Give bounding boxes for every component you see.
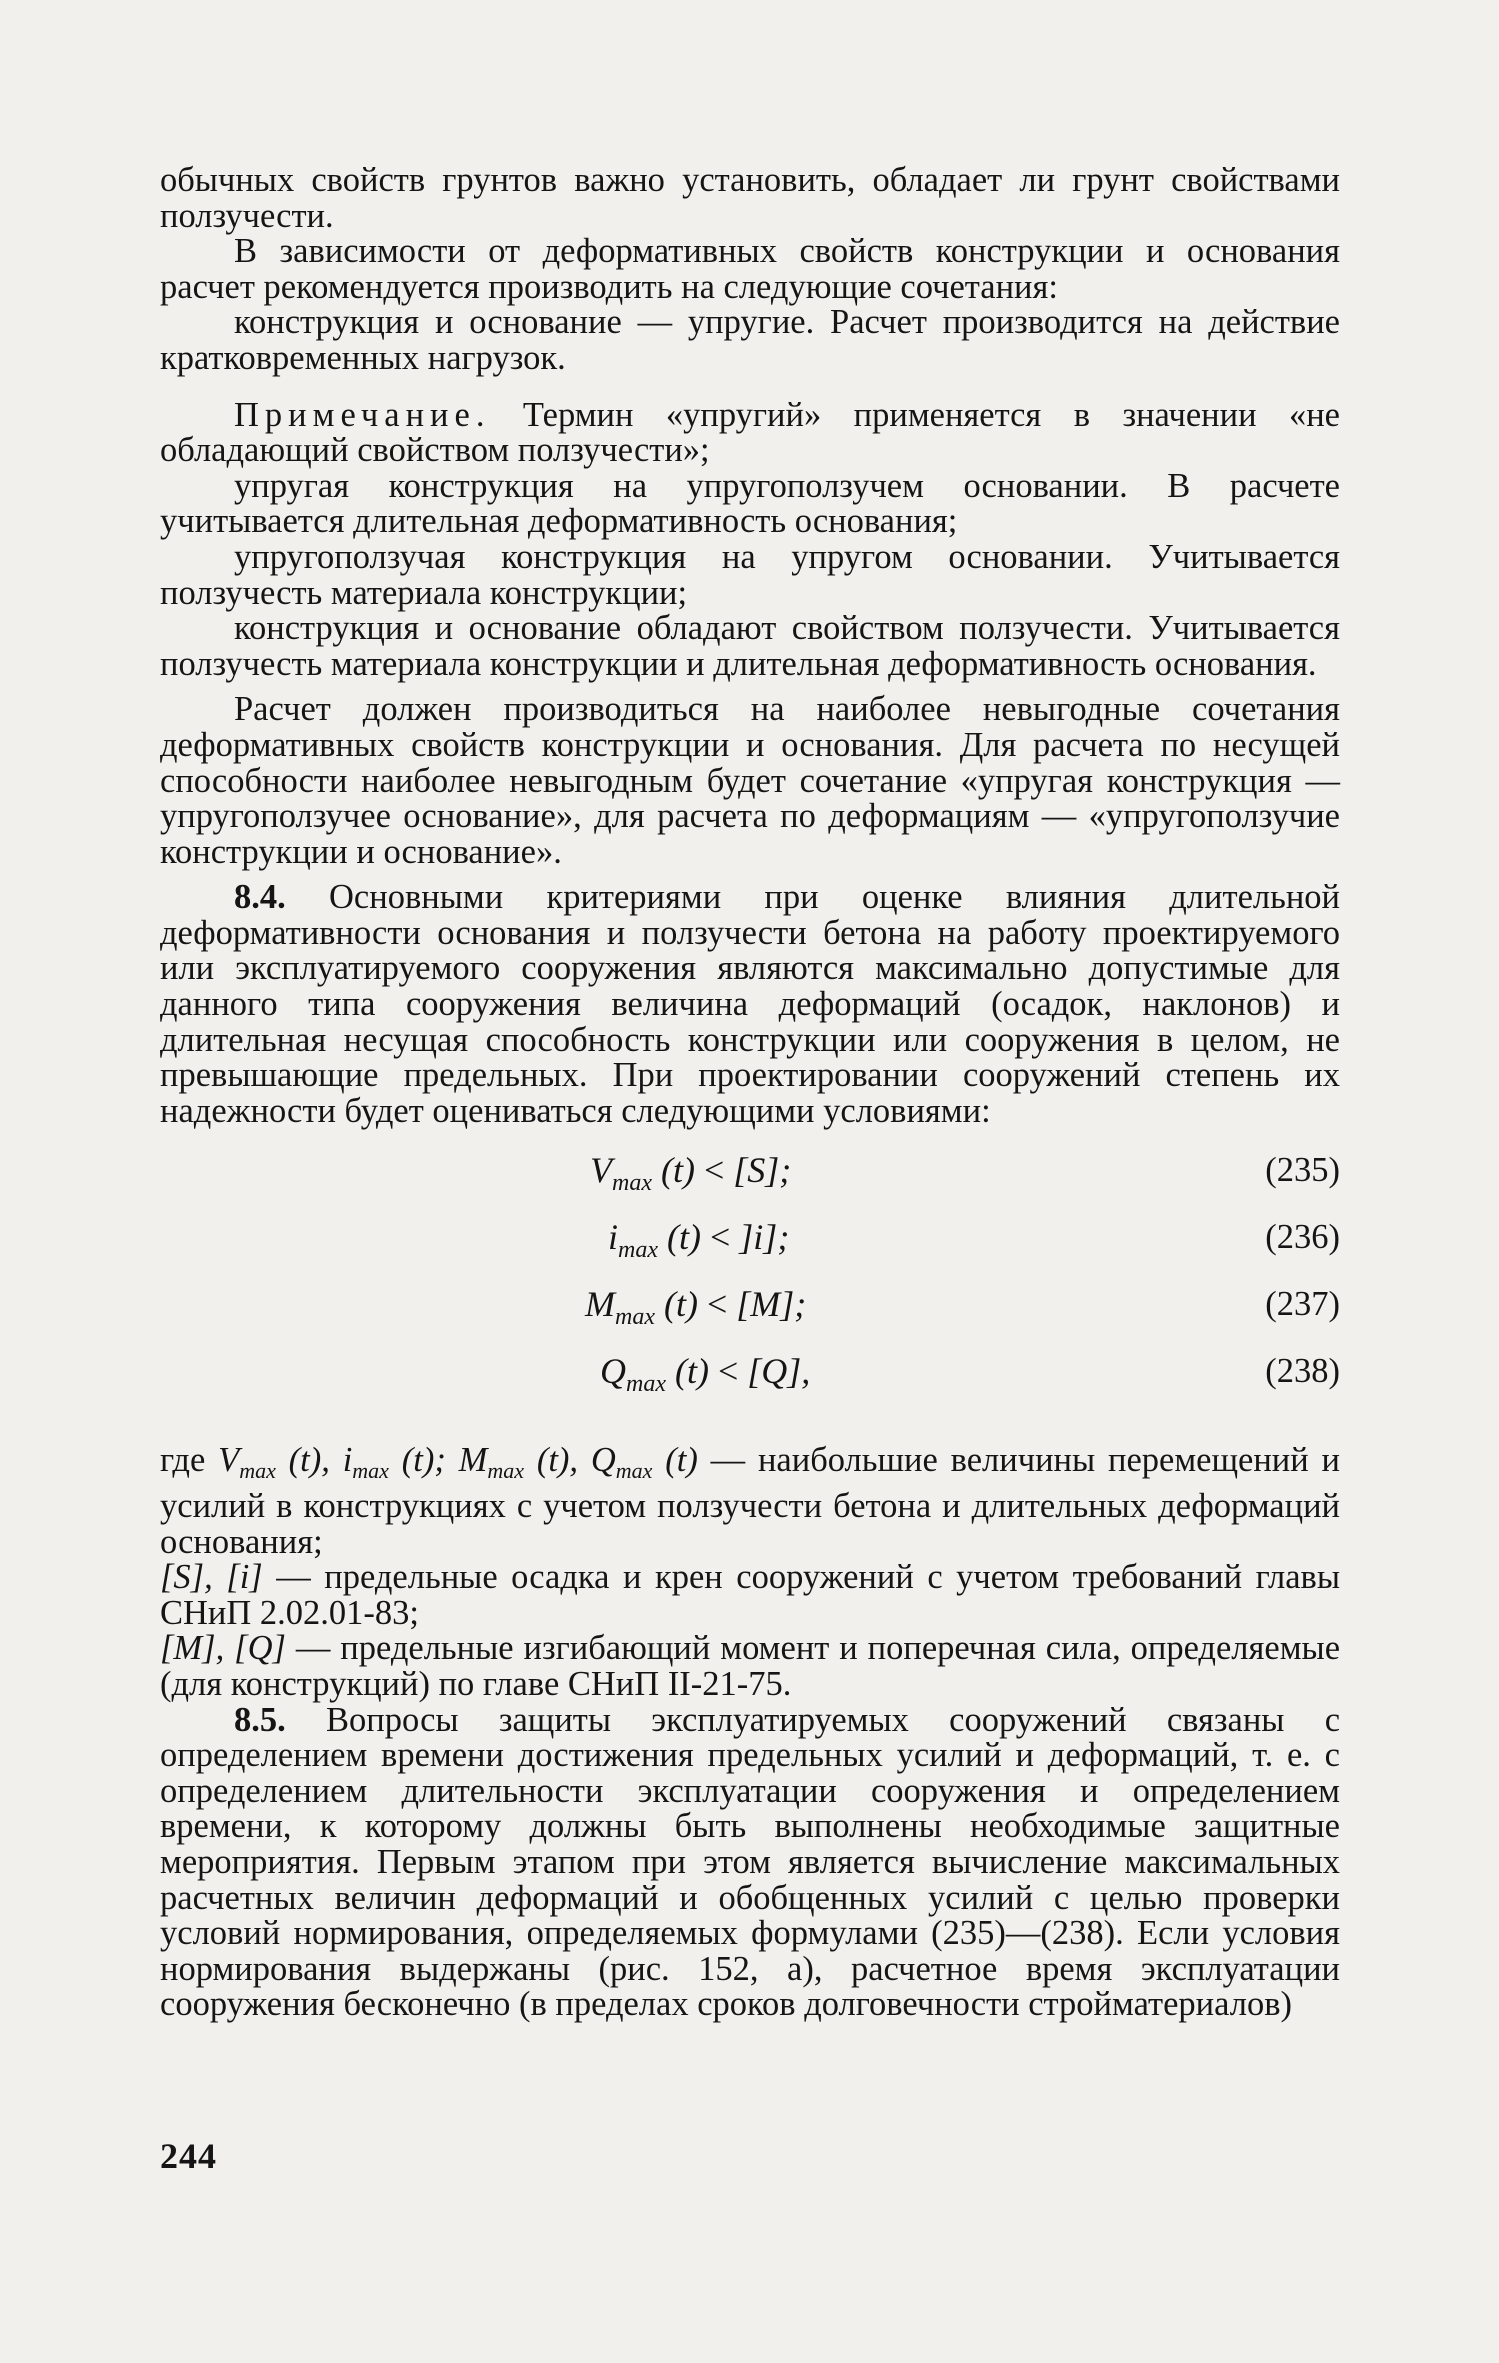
equation: $M_{max}$ (t) < [M];	[585, 1284, 807, 1331]
section-8-5	[160, 1700, 1341, 2024]
equation: $Q_{max}$ (t) < [Q],	[600, 1351, 811, 1398]
equation-row	[160, 1217, 1340, 1287]
paragraph: В зависимости от деформативных свойств конструкции и основания расчет рекомендуется производить на следующие сочетания:	[160, 232, 1340, 306]
term: [S],	[160, 1558, 213, 1597]
term: $V_{max}$ (t),	[218, 1441, 330, 1484]
where-text: — наибольшие величины перемещений и усилий в конструкциях с учетом ползучести бетона и длительных деформаций основания;	[160, 1441, 1341, 1561]
equation-number: (235)	[1265, 1151, 1340, 1190]
equation-number: (238)	[1265, 1352, 1340, 1391]
where-paragraph	[160, 1443, 1340, 1560]
equation-row	[160, 1284, 1340, 1354]
equation: $i_{max}$ (t) < ]i];	[608, 1217, 790, 1264]
note-paragraph	[160, 395, 1340, 470]
paragraph: обычных свойств грунтов важно установить, обладает ли грунт свойствами ползучести.	[160, 161, 1340, 235]
equation-row	[160, 1150, 1340, 1220]
note-text: Термин «упругий» применяется в значении «не обладающий свойством ползучести»;	[160, 395, 1340, 470]
where-lead: где	[160, 1441, 206, 1480]
section-text: Вопросы защиты эксплуатируемых сооружений связаны с определением времени достижения предельных усилий и деформаций, т. е. с определением длительности эксплуатации сооружения и определением времени, к которому должны быть выполнены необходимые защитные мероприятия. Первым этапом при этом является вычисление максимальных расчетных величин деформаций и обобщенных усилий с целью проверки условий нормирования, определяемых формулами (235)—(238). Если условия нормирования выдержаны (рис. 152, а), расчетное время эксплуатации сооружения бесконечно (в пределах сроков долговечности стройматериалов)	[160, 1700, 1341, 2024]
equation-row	[160, 1351, 1340, 1421]
section-text: Основными критериями при оценке влияния длительной деформативности основания и ползучести бетона на работу проектируемого или эксплуатируемого сооружения являются максимально допустимые для данного типа сооружения величина деформаций (осадок, наклонов) и длительная несущая способность конструкции или сооружения в целом, не превышающие предельных. При проектировании сооружений степень их надежности будет оцениваться следующими условиями:	[160, 878, 1341, 1130]
paragraph: конструкция и основание обладают свойством ползучести. Учитывается ползучесть материала конструкции и длительная деформативность основания.	[160, 609, 1340, 683]
equation: $V_{max}$ (t) < [S];	[590, 1150, 792, 1197]
section-8-4	[160, 880, 1340, 1129]
equation-list	[160, 1150, 1340, 1421]
paragraph: упругая конструкция на упругоползучем основании. В расчете учитывается длительная деформативность основания;	[160, 466, 1340, 541]
section-number: 8.4.	[234, 878, 286, 917]
term: [Q]	[234, 1629, 286, 1668]
definition-text: — предельные осадка и крен сооружений с учетом требований главы СНиП 2.02.01-83;	[160, 1558, 1341, 1632]
definition-paragraph	[160, 1560, 1340, 1631]
paragraph: конструкция и основание — упругие. Расчет производится на действие кратковременных нагрузок.	[160, 303, 1340, 377]
paragraph: Расчет должен производиться на наиболее невыгодные сочетания деформативных свойств конструкции и основания. Для расчета по несущей способности наиболее невыгодным будет сочетание «упругая конструкция — упругоползучее основание», для расчета по деформациям — «упругоползучие конструкции и основание».	[160, 690, 1340, 871]
definition-text: — предельные изгибающий момент и поперечная сила, определяемые (для конструкций) по главе СНиП II-21-75.	[160, 1629, 1341, 1703]
term: $i_{max}$ (t);	[342, 1441, 446, 1484]
note-label: Примечание.	[234, 395, 491, 434]
equation-number: (236)	[1265, 1218, 1340, 1257]
page-number: 244	[160, 2136, 217, 2176]
term: [M],	[160, 1629, 225, 1668]
body-text	[160, 163, 1340, 2023]
term: [i]	[226, 1558, 263, 1597]
term: $M_{max}$ (t),	[458, 1441, 579, 1484]
paragraph: упругоползучая конструкция на упругом основании. Учитывается ползучесть материала конструкции;	[160, 537, 1340, 612]
definition-paragraph	[160, 1631, 1340, 1702]
section-number: 8.5.	[234, 1700, 286, 1739]
equation-number: (237)	[1265, 1285, 1340, 1324]
term: $Q_{max}$ (t)	[590, 1441, 698, 1484]
